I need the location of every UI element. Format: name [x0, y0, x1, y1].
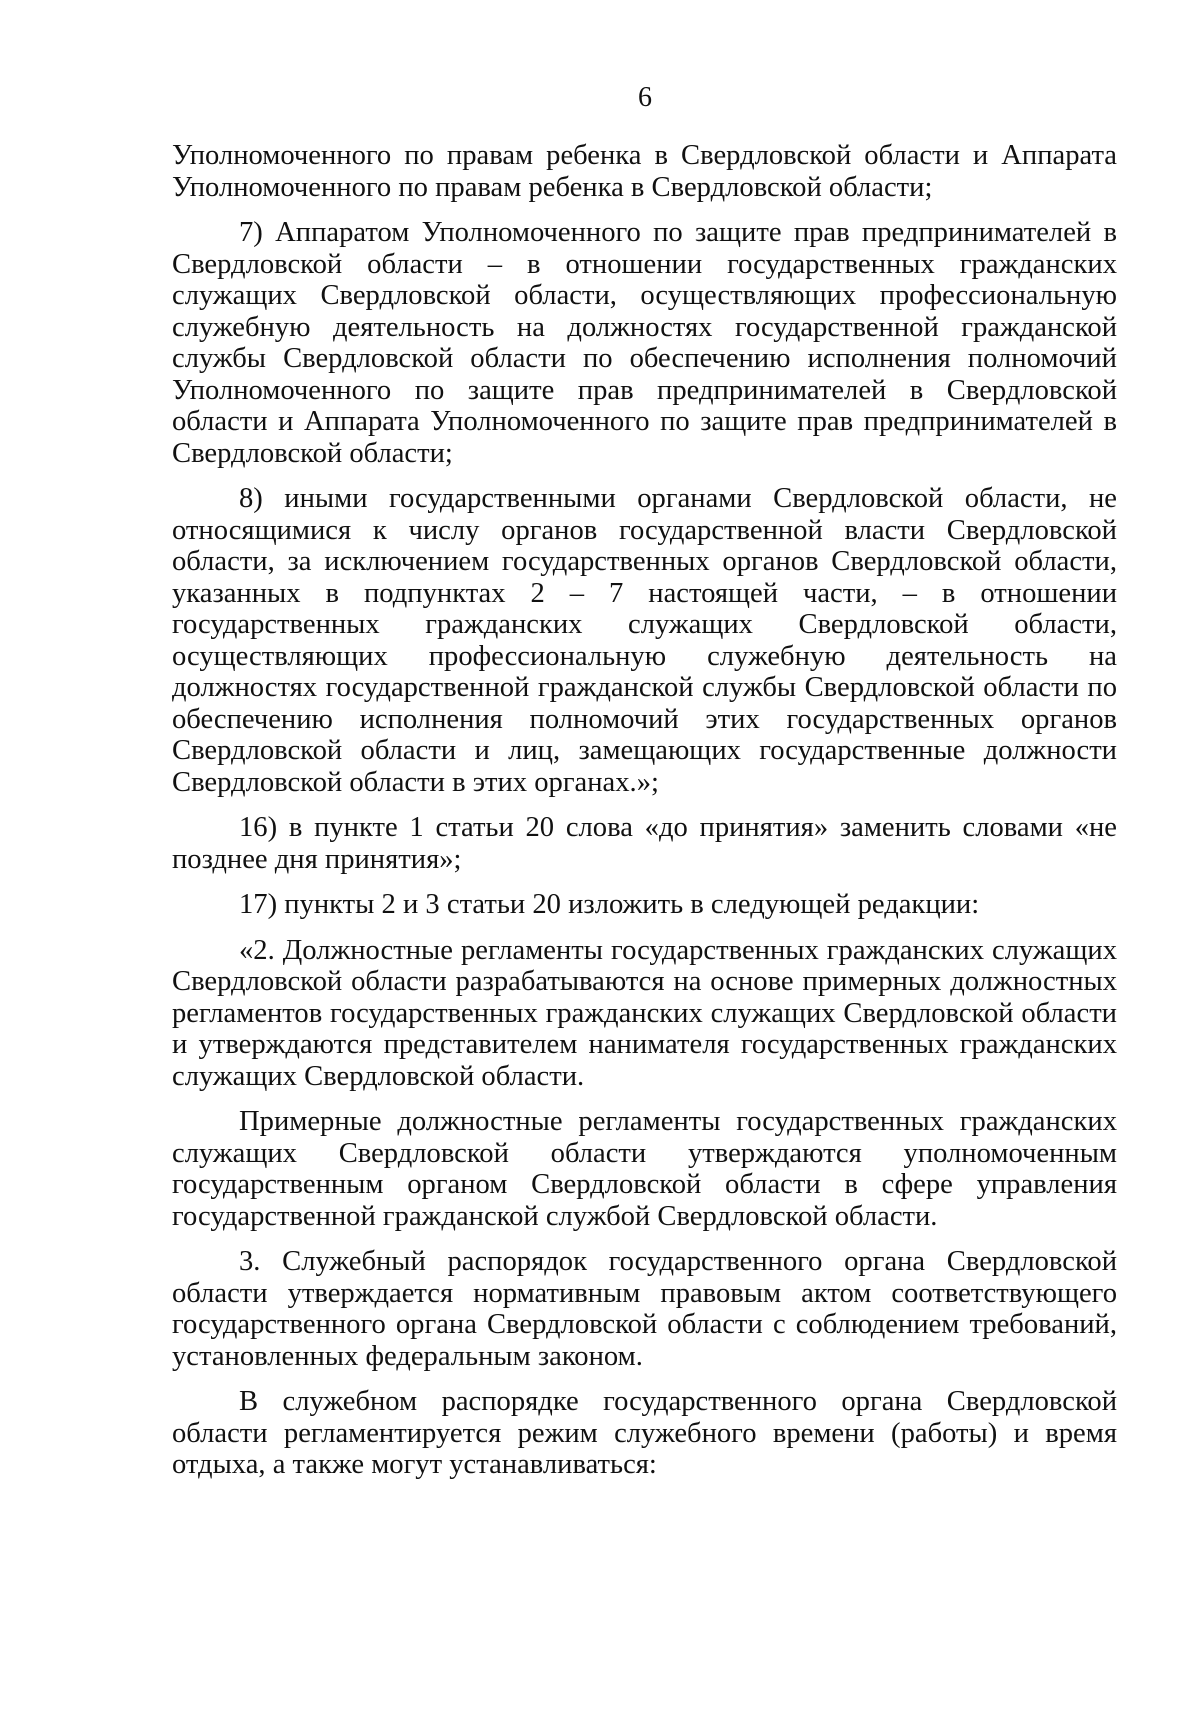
paragraph-item-16: 16) в пункте 1 статьи 20 слова «до принятия» заменить словами «не позднее дня принятия»; — [172, 812, 1117, 875]
paragraph-model-regulations: Примерные должностные регламенты государственных гражданских служащих Свердловской области утверждаются уполномоченным государственным органом Свердловской области в сфере управления государственной гражданской службой Свердловской области. — [172, 1106, 1117, 1232]
paragraph-clause-3: 3. Служебный распорядок государственного органа Свердловской области утверждается нормативным правовым актом соответствующего государственного органа Свердловской области с соблюдением требований, установленных федеральным законом. — [172, 1246, 1117, 1372]
paragraph-service-schedule: В служебном распорядке государственного органа Свердловской области регламентируется режим служебного времени (работы) и время отдыха, а также могут устанавливаться: — [172, 1386, 1117, 1480]
document-body — [172, 140, 1117, 1495]
paragraph-clause-2: «2. Должностные регламенты государственных гражданских служащих Свердловской области разрабатываются на основе примерных должностных регламентов государственных гражданских служащих Свердловской области и утверждаются представителем нанимателя государственных гражданских служащих Свердловской области. — [172, 934, 1117, 1092]
paragraph-item-8: 8) иными государственными органами Свердловской области, не относящимися к числу органов государственной власти Свердловской области, за исключением государственных органов Свердловской области, указанных в подпунктах 2 – 7 настоящей части, – в отношении государственных гражданских служащих Свердловской области, осуществляющих профессиональную служебную деятельность на должностях государственной гражданской службы Свердловской области по обеспечению исполнения полномочий этих государственных органов Свердловской области и лиц, замещающих государственные должности Свердловской области в этих органах.»; — [172, 483, 1117, 798]
paragraph-item-17: 17) пункты 2 и 3 статьи 20 изложить в следующей редакции: — [239, 889, 980, 920]
page-number: 6 — [638, 82, 652, 113]
paragraph-item-7: 7) Аппаратом Уполномоченного по защите прав предпринимателей в Свердловской области – в отношении государственных гражданских служащих Свердловской области, осуществляющих профессиональную служебную деятельность на должностях государственной гражданской службы Свердловской области по обеспечению исполнения полномочий Уполномоченного по защите прав предпринимателей в Свердловской области и Аппарата Уполномоченного по защите прав предпринимателей в Свердловской области; — [172, 217, 1117, 469]
paragraph-continuation: Уполномоченного по правам ребенка в Свердловской области и Аппарата Уполномоченного по правам ребенка в Свердловской области; — [172, 140, 1117, 203]
